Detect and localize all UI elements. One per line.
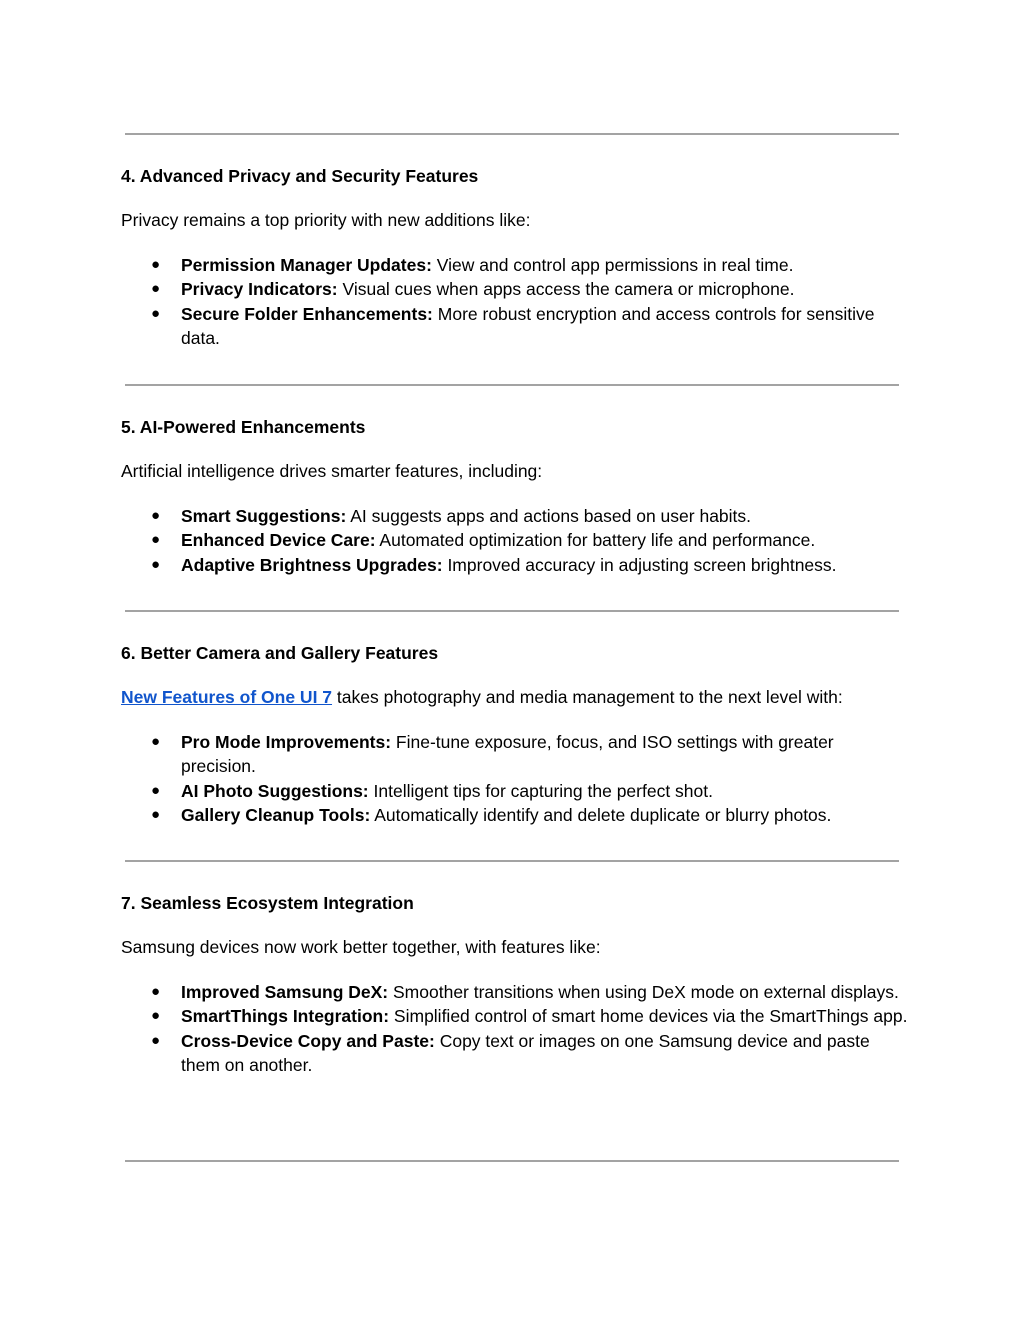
- bullet-list-privacy: [0, 253, 1024, 350]
- item-text: Intelligent tips for capturing the perfect shot.: [368, 780, 714, 801]
- bullet-list-camera: [0, 730, 1024, 827]
- item-label: Enhanced Device Care:: [181, 530, 376, 551]
- section-heading-camera: 6. Better Camera and Gallery Features: [121, 643, 439, 663]
- section-intro-privacy: Privacy remains a top priority with new additions like:: [121, 210, 531, 230]
- bullet-icon: ●: [151, 983, 161, 1000]
- section-intro-ai: Artificial intelligence drives smarter features, including:: [121, 461, 543, 481]
- bullet-icon: ●: [151, 531, 161, 549]
- item-text: Simplified control of smart home devices via the SmartThings app.: [389, 1006, 908, 1027]
- item-text: AI suggests apps and actions based on user habits.: [346, 506, 752, 526]
- list-item: [0, 779, 911, 803]
- bullet-icon: ●: [151, 256, 161, 273]
- section-intro-ecosystem: Samsung devices now work better together, with features like:: [121, 937, 601, 957]
- bullet-icon: ●: [151, 304, 161, 322]
- list-item: [0, 553, 911, 577]
- item-label: Secure Folder Enhancements:: [181, 303, 433, 324]
- item-text: View and control app permissions in real time.: [431, 255, 794, 275]
- horizontal-rule: [125, 610, 899, 612]
- list-item: [0, 253, 911, 277]
- item-text: Improved accuracy in adjusting screen brightness.: [442, 554, 837, 575]
- bullet-icon: ●: [151, 1007, 161, 1025]
- item-label: Permission Manager Updates:: [181, 255, 432, 275]
- horizontal-rule: [125, 133, 899, 135]
- list-item: [0, 1004, 911, 1028]
- bullet-list-ai: [0, 504, 1024, 577]
- item-label: Privacy Indicators:: [181, 279, 338, 300]
- list-item: [0, 730, 911, 779]
- bullet-icon: ●: [151, 280, 161, 298]
- list-item: [0, 1029, 911, 1078]
- item-text: More robust encryption and access controls for sensitive data.: [181, 303, 875, 348]
- horizontal-rule: [125, 860, 899, 862]
- bullet-list-ecosystem: [0, 980, 1024, 1077]
- bullet-icon: ●: [151, 507, 161, 524]
- item-label: Adaptive Brightness Upgrades:: [181, 554, 443, 575]
- section-intro-camera: [121, 685, 843, 709]
- item-text: Automatically identify and delete duplicate or blurry photos.: [370, 804, 832, 825]
- section-heading-privacy: 4. Advanced Privacy and Security Features: [121, 166, 479, 186]
- list-item: [0, 302, 911, 351]
- item-text: Automated optimization for battery life and performance.: [375, 530, 816, 551]
- item-label: Improved Samsung DeX:: [181, 982, 389, 1002]
- section-heading-ai: 5. AI-Powered Enhancements: [121, 417, 366, 437]
- bullet-icon: ●: [151, 1031, 161, 1049]
- item-label: AI Photo Suggestions:: [181, 780, 369, 801]
- item-text: Copy text or images on one Samsung device and paste them on another.: [181, 1030, 870, 1075]
- item-text: Visual cues when apps access the camera or microphone.: [337, 279, 795, 300]
- item-label: SmartThings Integration:: [181, 1006, 390, 1027]
- item-label: Smart Suggestions:: [181, 506, 347, 526]
- item-label: Cross-Device Copy and Paste:: [181, 1030, 435, 1051]
- section-intro-text: takes photography and media management to the next level with:: [332, 687, 843, 707]
- list-item: [0, 277, 911, 301]
- list-item: [0, 528, 911, 552]
- item-text: Fine-tune exposure, focus, and ISO settings with greater precision.: [181, 732, 834, 777]
- bullet-icon: ●: [151, 733, 161, 750]
- bullet-icon: ●: [151, 555, 161, 573]
- item-label: Gallery Cleanup Tools:: [181, 804, 371, 825]
- bullet-icon: ●: [151, 805, 161, 823]
- bullet-icon: ●: [151, 781, 161, 799]
- list-item: [0, 980, 911, 1004]
- horizontal-rule: [125, 1160, 899, 1162]
- list-item: [0, 504, 911, 528]
- horizontal-rule: [125, 384, 899, 386]
- item-text: Smoother transitions when using DeX mode on external displays.: [388, 982, 899, 1002]
- item-label: Pro Mode Improvements:: [181, 732, 392, 752]
- one-ui-7-link[interactable]: New Features of One UI 7: [121, 687, 333, 707]
- list-item: [0, 803, 911, 827]
- section-heading-ecosystem: 7. Seamless Ecosystem Integration: [121, 893, 414, 913]
